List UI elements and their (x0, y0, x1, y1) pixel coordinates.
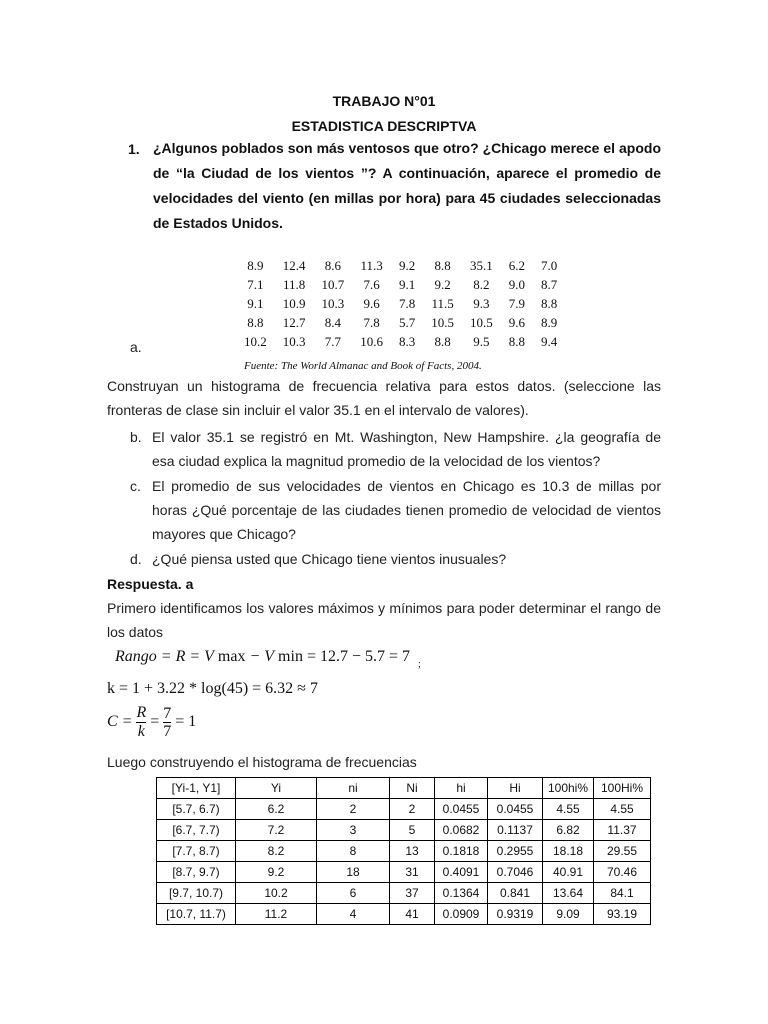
frequency-table-cell: 0.1364 (435, 883, 488, 904)
wind-data-cell: 7.9 (508, 295, 525, 311)
wind-data-cell: 10.7 (321, 276, 345, 292)
frequency-table (156, 777, 651, 925)
wind-data-cell: 10.5 (431, 314, 454, 330)
frequency-table-header-cell: 100hi% (543, 778, 594, 799)
frequency-table-cell: [6.7, 7.7) (157, 820, 236, 841)
frequency-table-cell: 6 (317, 883, 390, 904)
wind-data-cell: 8.9 (247, 257, 264, 273)
frequency-table-cell: 18.18 (543, 841, 594, 862)
wind-data-cell: 11.5 (431, 295, 454, 311)
frequency-table-header-cell: hi (435, 778, 488, 799)
frequency-table-cell: 2 (390, 799, 435, 820)
wind-data-cell: 9.2 (399, 257, 416, 273)
wind-data-cell: 11.3 (360, 257, 383, 273)
frequency-table-cell: 8.2 (236, 841, 317, 862)
answer-heading: Respuesta. a (107, 576, 194, 592)
wind-data-cell: 9.0 (508, 276, 525, 292)
frequency-table-cell: 7.2 (236, 820, 317, 841)
formula-c (107, 704, 196, 741)
frequency-table-cell: 6.2 (236, 799, 317, 820)
frequency-table-cell: 0.4091 (435, 862, 488, 883)
wind-data-row (236, 294, 565, 313)
frequency-table-cell: 13.64 (543, 883, 594, 904)
wind-data-cell: 9.6 (363, 295, 380, 311)
wind-data-cell: 8.9 (541, 314, 558, 330)
wind-data-cell: 7.1 (247, 276, 264, 292)
frequency-table-cell: 0.1818 (435, 841, 488, 862)
frequency-table-cell: [10.7, 11.7) (157, 904, 236, 925)
frequency-table-cell: 84.1 (594, 883, 651, 904)
wind-data-cell: 9.1 (247, 295, 264, 311)
wind-data-cell: 35.1 (470, 257, 493, 273)
frequency-table-cell: [9.7, 10.7) (157, 883, 236, 904)
frequency-table-cell: [8.7, 9.7) (157, 862, 236, 883)
formula-c-frac2 (163, 705, 171, 740)
wind-data-cell: 8.4 (324, 314, 341, 330)
frequency-table-cell: 9.2 (236, 862, 317, 883)
item-b-text: El valor 35.1 se registró en Mt. Washington, New Hampshire. ¿la geografía de esa ciudad explica la magnitud promedio de la velocidad de los vientos? (152, 429, 661, 469)
wind-data-cell: 8.8 (508, 333, 525, 349)
wind-data-cell: 8.8 (434, 333, 451, 349)
wind-data-cell: 10.2 (244, 333, 267, 349)
wind-data-cell: 12.7 (282, 314, 306, 330)
formula-c-lhs: C = (107, 713, 133, 731)
formula-k: k = 1 + 3.22 * log(45) = 6.32 ≈ 7 (107, 680, 318, 697)
wind-data-cell: 9.1 (399, 276, 416, 292)
wind-data-cell: 10.3 (321, 295, 345, 311)
frequency-table-header-cell: ni (317, 778, 390, 799)
item-d-label: d. (130, 551, 142, 567)
frequency-table-cell: 93.19 (594, 904, 651, 925)
formula-c-frac1 (136, 704, 146, 741)
formula-range-min: min (278, 648, 303, 665)
frequency-table-header-cell: Hi (488, 778, 543, 799)
frequency-table-row (157, 841, 651, 862)
frequency-table-row (157, 904, 651, 925)
frequency-table-cell: 10.2 (236, 883, 317, 904)
frequency-table-cell: 31 (390, 862, 435, 883)
frequency-table-cell: 37 (390, 883, 435, 904)
wind-data-cell: 6.2 (508, 257, 525, 273)
wind-data-cell: 8.6 (324, 257, 341, 273)
frequency-table-cell: 0.0455 (435, 799, 488, 820)
wind-data-row (236, 313, 565, 332)
wind-data-cell: 9.4 (541, 333, 558, 349)
frequency-table-header-cell: Ni (390, 778, 435, 799)
page-title: TRABAJO N°01 (332, 93, 436, 109)
wind-data-cell: 5.7 (399, 314, 416, 330)
item-b-label: b. (130, 429, 142, 445)
formula-range-lhs: Rango = R = V (115, 648, 214, 665)
frequency-table-cell: 11.37 (594, 820, 651, 841)
wind-data-cell: 11.8 (282, 276, 306, 292)
wind-data-cell: 8.2 (473, 276, 490, 292)
frequency-table-cell: 40.91 (543, 862, 594, 883)
frequency-table-cell: 0.1137 (488, 820, 543, 841)
wind-data-cell: 7.7 (324, 333, 341, 349)
page-subtitle: ESTADISTICA DESCRIPTVA (291, 118, 477, 134)
frequency-table-cell: 4.55 (594, 799, 651, 820)
wind-data-cell: 9.3 (473, 295, 490, 311)
frequency-table-cell: 0.0909 (435, 904, 488, 925)
formula-c-num2: 7 (163, 705, 172, 722)
formula-range-mid: − V (249, 648, 275, 665)
item-d-text: ¿Qué piensa usted que Chicago tiene vientos inusuales? (152, 551, 507, 567)
formula-range-rhs: = 12.7 − 5.7 = 7 (306, 648, 411, 665)
wind-data-cell: 8.8 (434, 257, 451, 273)
frequency-table-cell: 0.2955 (488, 841, 543, 862)
frequency-table-header (157, 778, 651, 799)
wind-data-cell: 12.4 (282, 257, 306, 273)
wind-data-cell: 10.3 (282, 333, 306, 349)
frequency-table-cell: 0.7046 (488, 862, 543, 883)
wind-data-cell: 7.6 (363, 276, 380, 292)
item-c-text: El promedio de sus velocidades de vientos en Chicago es 10.3 de millas por horas ¿Qué porcentaje de las ciudades tienen promedio de velocidad de vientos mayores que Chicago? (152, 478, 661, 542)
frequency-table-cell: 5 (390, 820, 435, 841)
question-text: ¿Algunos poblados son más ventosos que otro? ¿Chicago merece el apodo de “la Ciudad de los vientos ”? A continuación, aparece el promedio de velocidades del viento (en millas por hora) para 45 ciudades seleccionadas de Estados Unidos. (153, 140, 661, 231)
wind-data-cell: 8.3 (399, 333, 416, 349)
wind-data-cell: 10.6 (360, 333, 383, 349)
formula-range-max: max (217, 648, 246, 665)
wind-data-cell: 8.7 (541, 276, 558, 292)
formula-c-den2: 7 (163, 723, 172, 740)
wind-data-table (236, 256, 565, 351)
frequency-table-cell: [7.7, 8.7) (157, 841, 236, 862)
answer-intro: Primero identificamos los valores máximos y mínimos para poder determinar el rango de los datos (107, 600, 661, 640)
formula-range (115, 648, 421, 670)
item-a-text-content: Construyan un histograma de frecuencia relativa para estos datos. (seleccione las fronteras de clase sin incluir el valor 35.1 en el intervalo de valores). (107, 378, 661, 418)
frequency-table-cell: 8 (317, 841, 390, 862)
formula-c-den1: k (137, 723, 145, 740)
wind-data-row (236, 256, 565, 275)
frequency-table-cell: 9.09 (543, 904, 594, 925)
frequency-table-row (157, 862, 651, 883)
formula-c-num1: R (136, 704, 147, 721)
frequency-table-header-cell: 100Hi% (594, 778, 651, 799)
histogram-intro: Luego construyendo el histograma de frecuencias (107, 754, 417, 770)
frequency-table-row (157, 799, 651, 820)
frequency-table-cell: 41 (390, 904, 435, 925)
frequency-table-cell: 0.0455 (488, 799, 543, 820)
wind-data-cell: 7.8 (363, 314, 380, 330)
frequency-table-cell: 13 (390, 841, 435, 862)
wind-data-row (236, 275, 565, 294)
wind-data-cell: 9.5 (473, 333, 490, 349)
wind-data-cell: 10.9 (282, 295, 306, 311)
wind-data-cell: 9.2 (434, 276, 451, 292)
item-a-label: a. (130, 339, 142, 355)
frequency-table-cell: 0.0682 (435, 820, 488, 841)
frequency-table-row (157, 820, 651, 841)
wind-data-cell: 9.6 (508, 314, 525, 330)
frequency-table-cell: [5.7, 6.7) (157, 799, 236, 820)
formula-c-rhs: = 1 (175, 713, 197, 731)
frequency-table-cell: 18 (317, 862, 390, 883)
wind-data-cell: 8.8 (247, 314, 264, 330)
wind-data-cell: 8.8 (541, 295, 558, 311)
frequency-table-cell: 70.46 (594, 862, 651, 883)
item-c-label: c. (130, 478, 141, 494)
frequency-table-cell: 29.55 (594, 841, 651, 862)
frequency-table-cell: 0.9319 (488, 904, 543, 925)
frequency-table-row (157, 883, 651, 904)
frequency-table-cell: 3 (317, 820, 390, 841)
frequency-table-cell: 2 (317, 799, 390, 820)
frequency-table-cell: 11.2 (236, 904, 317, 925)
item-a-text (107, 374, 661, 422)
frequency-table-header-cell: [Yi-1, Y1] (157, 778, 236, 799)
frequency-table-cell: 0.841 (488, 883, 543, 904)
frequency-table-cell: 4 (317, 904, 390, 925)
wind-data-cell: 7.8 (399, 295, 416, 311)
frequency-table-cell: 6.82 (543, 820, 594, 841)
wind-data-cell: 7.0 (541, 257, 558, 273)
frequency-table-header-cell: Yi (236, 778, 317, 799)
formula-range-tail: ; (418, 659, 421, 670)
question-number: 1. (128, 141, 140, 157)
formula-c-eq: = (150, 713, 160, 731)
wind-data-cell: 10.5 (470, 314, 493, 330)
data-source: Fuente: The World Almanac and Book of Facts, 2004. (244, 360, 482, 372)
wind-data-row (236, 332, 565, 351)
frequency-table-cell: 4.55 (543, 799, 594, 820)
